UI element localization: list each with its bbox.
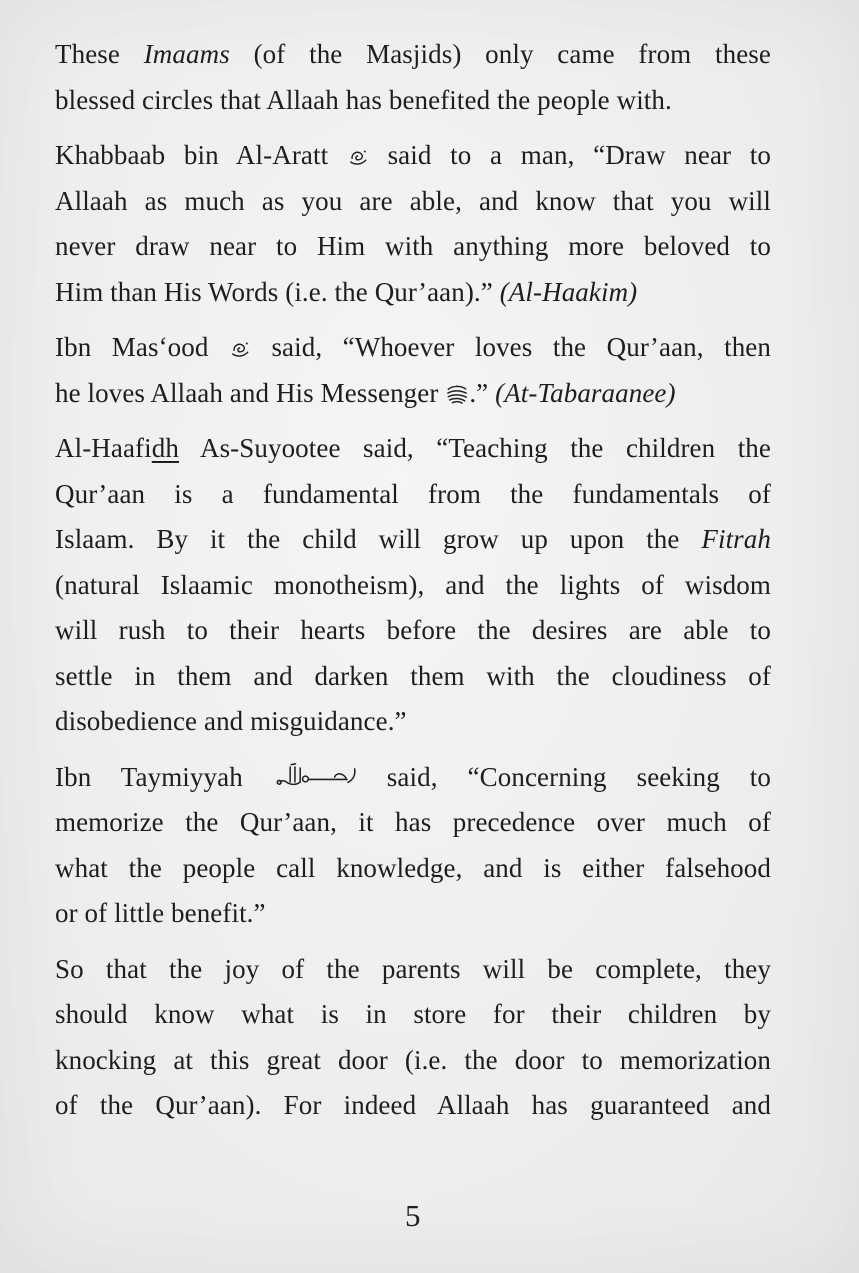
body-text: knocking at this great door (i.e. the door to memorization bbox=[55, 1044, 771, 1075]
radiallahu-anhu-icon bbox=[229, 339, 251, 359]
body-text: Khabbaab bin Al-Aratt bbox=[55, 140, 347, 170]
sallallahu-alayhi-wa-sallam-icon bbox=[445, 383, 469, 405]
text-line bbox=[55, 371, 771, 417]
text-line bbox=[55, 699, 771, 745]
body-text: said to a man, “Draw near to bbox=[368, 140, 771, 170]
text-line bbox=[55, 78, 771, 124]
text-line bbox=[55, 654, 771, 700]
text-line bbox=[55, 891, 771, 937]
body-text: As-Suyootee said, “Teaching the children the bbox=[178, 433, 771, 463]
citation-text: (At-Tabaraanee) bbox=[495, 377, 676, 408]
body-text: These bbox=[55, 39, 144, 69]
body-text: disobedience and misguidance.” bbox=[55, 706, 407, 736]
text-line bbox=[55, 472, 771, 518]
body-text: memorize the Qur’aan, it has precedence over much of bbox=[55, 807, 771, 837]
body-text: should know what is in store for their children by bbox=[55, 999, 771, 1029]
body-text: or of little benefit.” bbox=[55, 898, 266, 928]
body-text: Allaah as much as you are able, and know that you will bbox=[55, 185, 771, 216]
body-text: .” bbox=[469, 377, 496, 408]
body-text: Ibn Taymiyyah bbox=[55, 761, 273, 792]
text-line bbox=[55, 32, 771, 78]
body-text: said, “Whoever loves the Qur’aan, then bbox=[250, 332, 771, 362]
paragraph bbox=[55, 755, 771, 937]
text-line bbox=[55, 270, 771, 316]
citation-text: Fitrah bbox=[701, 524, 771, 554]
text-line bbox=[55, 947, 771, 993]
body-text: he loves Allaah and His Messenger bbox=[55, 377, 446, 408]
body-text: Him than His Words (i.e. the Qur’aan).” bbox=[55, 276, 500, 307]
underlined-text: dh bbox=[151, 433, 179, 463]
paragraph bbox=[55, 32, 771, 123]
body-text: blessed circles that Allaah has benefited the people with. bbox=[55, 84, 672, 115]
paragraph bbox=[55, 133, 771, 315]
text-line bbox=[55, 1083, 771, 1129]
body-text: Al-Haafi bbox=[55, 433, 152, 463]
text-line bbox=[55, 563, 771, 609]
text-line bbox=[55, 179, 771, 225]
paragraph bbox=[55, 426, 771, 745]
rahimahullah-icon bbox=[273, 763, 357, 793]
text-line bbox=[55, 517, 771, 563]
body-text: Islaam. By it the child will grow up upon the bbox=[55, 524, 702, 554]
body-text: (of the Masjids) only came from these bbox=[229, 39, 771, 69]
body-text: (natural Islaamic monotheism), and the lights of wisdom bbox=[55, 569, 771, 600]
citation-text: Imaams bbox=[143, 39, 230, 69]
text-line bbox=[55, 755, 771, 801]
text-line bbox=[55, 992, 771, 1038]
text-line bbox=[55, 800, 771, 846]
text-line bbox=[55, 608, 771, 654]
text-line bbox=[55, 224, 771, 270]
radiallahu-anhu-icon bbox=[347, 147, 369, 167]
page-text-block bbox=[55, 32, 771, 1129]
text-line bbox=[55, 325, 771, 371]
body-text: said, “Concerning seeking to bbox=[356, 761, 771, 792]
text-line bbox=[55, 426, 771, 472]
paragraph bbox=[55, 325, 771, 416]
text-line bbox=[55, 846, 771, 892]
body-text: will rush to their hearts before the desires are able to bbox=[55, 615, 771, 645]
body-text: never draw near to Him with anything more beloved to bbox=[55, 231, 771, 261]
body-text: what the people call knowledge, and is either falsehood bbox=[55, 852, 771, 883]
page-number: 5 bbox=[405, 1198, 421, 1233]
body-text: Qur’aan is a fundamental from the fundamentals of bbox=[55, 478, 771, 509]
citation-text: (Al-Haakim) bbox=[499, 276, 638, 307]
body-text: settle in them and darken them with the cloudiness of bbox=[55, 660, 771, 691]
body-text: Ibn Mas‘ood bbox=[55, 332, 229, 362]
text-line bbox=[55, 1038, 771, 1084]
text-line bbox=[55, 133, 771, 179]
body-text: of the Qur’aan). For indeed Allaah has guaranteed and bbox=[55, 1090, 771, 1120]
paragraph bbox=[55, 947, 771, 1129]
body-text: So that the joy of the parents will be complete, they bbox=[55, 953, 771, 984]
